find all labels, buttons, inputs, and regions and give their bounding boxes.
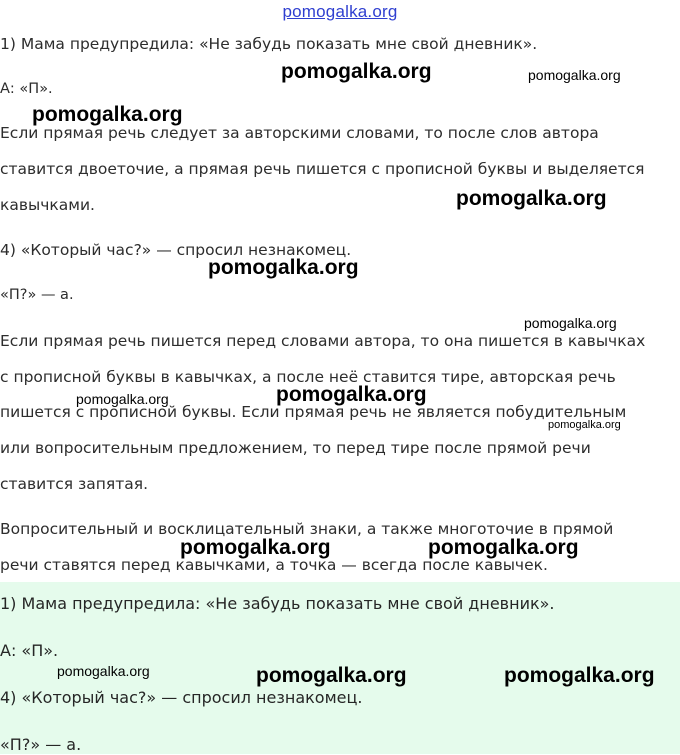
rule-1-line-3: кавычками. xyxy=(0,196,95,214)
watermark: pomogalka.org xyxy=(428,536,579,559)
rule-3-line-1: Вопросительный и восклицательный знаки, а также многоточие в прямой xyxy=(0,520,614,538)
watermark: pomogalka.org xyxy=(528,67,621,83)
scheme-1-text: А: «П». xyxy=(0,81,53,97)
watermark: pomogalka.org xyxy=(504,664,655,687)
watermark: pomogalka.org xyxy=(76,391,169,407)
rule-1-line-1: Если прямая речь следует за авторскими словами, то после слов автора xyxy=(0,124,599,142)
answer-line-2: А: «П». xyxy=(0,641,59,660)
watermark: pomogalka.org xyxy=(180,536,331,559)
answer-line-4: «П?» — а. xyxy=(0,735,82,754)
rule-2-line-4: или вопросительным предложением, то перед тире после прямой речи xyxy=(0,439,591,457)
answer-line-1: 1) Мама предупредила: «Не забудь показать мне свой дневник». xyxy=(0,594,555,613)
rule-2-line-1: Если прямая речь пишется перед словами автора, то она пишется в кавычках xyxy=(0,332,646,350)
rule-3-line-2: речи ставятся перед кавычками, а точка — всегда после кавычек. xyxy=(0,556,548,574)
watermark: pomogalka.org xyxy=(208,256,359,279)
watermark: pomogalka.org xyxy=(32,103,183,126)
watermark: pomogalka.org xyxy=(548,419,621,431)
rule-1-line-2: ставится двоеточие, а прямая речь пишется с прописной буквы и выделяется xyxy=(0,160,645,178)
rule-2-line-5: ставится запятая. xyxy=(0,475,149,493)
watermark: pomogalka.org xyxy=(256,664,407,687)
example-1-text: 1) Мама предупредила: «Не забудь показать мне свой дневник». xyxy=(0,35,538,53)
example-4-text: 4) «Который час?» — спросил незнакомец. xyxy=(0,241,352,259)
watermark: pomogalka.org xyxy=(276,383,427,406)
rule-2-line-2: с прописной буквы в кавычках, а после неё ставится тире, авторская речь xyxy=(0,368,616,386)
answer-line-3: 4) «Который час?» — спросил незнакомец. xyxy=(0,688,363,707)
watermark: pomogalka.org xyxy=(281,60,432,83)
rule-2-line-3: пишется с прописной буквы. Если прямая речь не является побудительным xyxy=(0,403,627,421)
watermark: pomogalka.org xyxy=(57,663,150,679)
site-link[interactable]: pomogalka.org xyxy=(282,2,398,21)
watermark: pomogalka.org xyxy=(456,187,607,210)
scheme-4-text: «П?» — а. xyxy=(0,287,74,303)
watermark: pomogalka.org xyxy=(524,315,617,331)
